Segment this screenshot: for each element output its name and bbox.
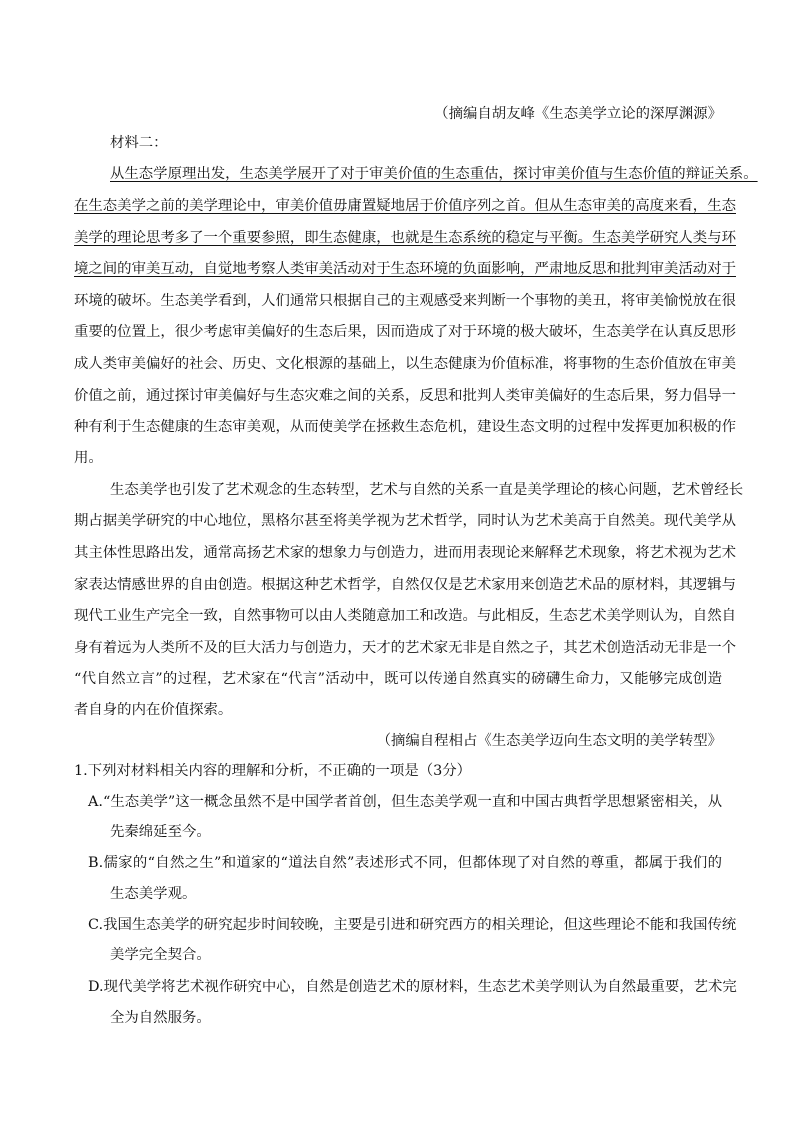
para1-line: 境之间的审美互动，自觉地考察人类审美活动对于生态环境的负面影响，严肃地反思和批判审美活动对于 (74, 261, 736, 277)
para1-line: 在生态美学之前的美学理论中，审美价值毋庸置疑地居于价值序列之首。但从生态审美的高度来看，生态 (74, 198, 736, 214)
para1-line: 从生态学原理出发，生态美学展开了对于审美价值的生态重估，探讨审美价值与生态价值的辩证关系。 (110, 166, 758, 182)
para2-line: 家表达情感世界的自由创造。根据这种艺术哲学，自然仅仅是艺术家用来创造艺术品的原材料，其逻辑与 (74, 577, 736, 593)
option-c-line1: C.我国生态美学的研究起步时间较晚，主要是引进和研究西方的相关理论，但这些理论不能和我国传统 (88, 917, 737, 933)
para1-line: 环境的破坏。生态美学看到，人们通常只根据自己的主观感受来判断一个事物的美丑，将审美愉悦放在很 (74, 293, 736, 309)
option-b-line1: B.儒家的“自然之生”和道家的“道法自然”表述形式不同，但都体现了对自然的尊重，都属于我们的 (88, 855, 722, 871)
option-d-line1: D.现代美学将艺术视作研究中心，自然是创造艺术的原材料，生态艺术美学则认为自然最重要，艺术完 (88, 979, 737, 995)
para2-line: 生态美学也引发了艺术观念的生态转型，艺术与自然的关系一直是美学理论的核心问题，艺术曾经长 (110, 482, 744, 498)
option-a-line1: A.“生态美学”这一概念虽然不是中国学者首创，但生态美学观一直和中国古典哲学思想紧密相关，从 (88, 794, 723, 810)
para1-line: 种有利于生态健康的生态审美观，从而使美学在拯救生态危机，建设生态文明的过程中发挥更加积极的作 (74, 419, 736, 435)
para2-line: 者自身的内在价值探索。 (74, 702, 233, 718)
option-d-line2: 全为自然服务。 (110, 1010, 211, 1026)
para1-line: 重要的位置上，很少考虑审美偏好的生态后果，因而造成了对于环境的极大破坏，生态美学在认真反思形 (74, 324, 736, 340)
option-a-line2: 先秦绵延至今。 (110, 824, 211, 840)
option-c-line2: 美学完全契合。 (110, 947, 211, 963)
material-label: 材料二： (110, 135, 168, 151)
para1-line: 用。 (74, 450, 103, 466)
para2-line: 现代工业生产完全一致，自然事物可以由人类随意加工和改造。与此相反，生态艺术美学则认为，自然自 (74, 608, 736, 624)
para2-line: 身有着远为人类所不及的巨大活力与创造力，天才的艺术家无非是自然之子，其艺术创造活动无非是一个 (74, 640, 736, 656)
question-stem: 1.下列对材料相关内容的理解和分析，不正确的一项是（3分） (74, 763, 472, 779)
para1-line: 价值之前，通过探讨审美偏好与生态灾难之间的关系，反思和批判人类审美偏好的生态后果，努力倡导一 (74, 388, 736, 404)
para1-line: 成人类审美偏好的社会、历史、文化根源的基础上，以生态健康为价值标准，将事物的生态价值放在审美 (74, 356, 736, 372)
para2-line: 期占据美学研究的中心地位，黑格尔甚至将美学视为艺术哲学，同时认为艺术美高于自然美。现代美学从 (74, 513, 736, 529)
option-b-line2: 生态美学观。 (110, 886, 197, 902)
para1-line: 美学的理论思考多了一个重要参照，即生态健康，也就是生态系统的稳定与平衡。生态美学研究人类与环 (74, 230, 736, 246)
para2-line: “代自然立言”的过程，艺术家在“代言”活动中，既可以传递自然真实的磅礴生命力，又能够完成创造 (74, 671, 722, 687)
source-citation-2: （摘编自程相占《生态美学迈向生态文明的美学转型》 (376, 733, 722, 749)
source-citation-1: （摘编自胡友峰《生态美学立论的深厚渊源》 (434, 106, 722, 122)
para2-line: 其主体性思路出发，通常高扬艺术家的想象力与创造力，进而用表现论来解释艺术现象，将艺术视为艺术 (74, 545, 736, 561)
